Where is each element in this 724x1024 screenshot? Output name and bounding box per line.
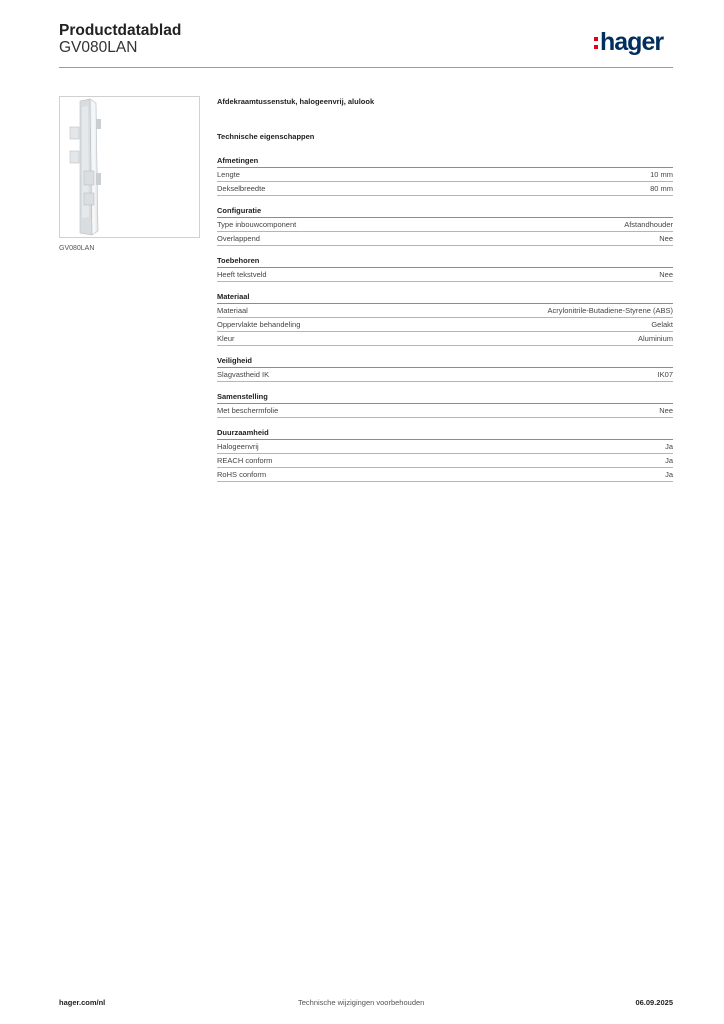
property-value: Acrylonitrile-Butadiene-Styrene (ABS) [547, 306, 673, 315]
property-row [217, 440, 673, 454]
section-toebehoren [217, 255, 673, 282]
logo-dots-icon [594, 37, 598, 49]
property-label: RoHS conform [217, 470, 267, 479]
property-row [217, 368, 673, 382]
property-value: 80 mm [650, 184, 673, 193]
property-row [217, 318, 673, 332]
section-title: Configuratie [217, 205, 673, 218]
property-label: Kleur [217, 334, 235, 343]
property-label: Type inbouwcomponent [217, 220, 297, 229]
property-label: Overlappend [217, 234, 260, 243]
property-row [217, 304, 673, 318]
footer-notice: Technische wijzigingen voorbehouden [298, 998, 425, 1007]
property-value: Ja [665, 442, 673, 451]
property-row [217, 332, 673, 346]
section-title: Duurzaamheid [217, 427, 673, 440]
property-label: Slagvastheid IK [217, 370, 270, 379]
property-row [217, 218, 673, 232]
section-veiligheid [217, 355, 673, 382]
property-label: Met beschermfolie [217, 406, 279, 415]
header-divider [59, 67, 673, 68]
section-title: Veiligheid [217, 355, 673, 368]
property-row [217, 182, 673, 196]
properties-sections [217, 155, 673, 482]
product-code: GV080LAN [59, 39, 138, 56]
document-title: Productdatablad [59, 22, 182, 39]
property-label: Dekselbreedte [217, 184, 266, 193]
product-caption: GV080LAN [59, 245, 95, 252]
property-row [217, 404, 673, 418]
section-duurzaamheid [217, 427, 673, 482]
section-title: Materiaal [217, 291, 673, 304]
logo-text: hager [600, 27, 664, 56]
property-label: REACH conform [217, 456, 273, 465]
product-image [59, 96, 200, 238]
section-title: Afmetingen [217, 155, 673, 168]
property-label: Heeft tekstveld [217, 270, 267, 279]
product-description: Afdekraamtussenstuk, halogeenvrij, alulook [217, 97, 375, 106]
section-afmetingen [217, 155, 673, 196]
property-value: Afstandhouder [624, 220, 673, 229]
section-title: Samenstelling [217, 391, 673, 404]
product-details [217, 96, 673, 482]
property-value: Nee [659, 234, 673, 243]
property-label: Oppervlakte behandeling [217, 320, 301, 329]
section-title: Toebehoren [217, 255, 673, 268]
section-samenstelling [217, 391, 673, 418]
property-row [217, 268, 673, 282]
footer-website[interactable]: hager.com/nl [59, 998, 106, 1007]
property-value: Ja [665, 456, 673, 465]
hager-logo [594, 28, 663, 56]
footer-date: 06.09.2025 [635, 998, 673, 1007]
property-row [217, 232, 673, 246]
section-configuratie [217, 205, 673, 246]
property-value: Ja [665, 470, 673, 479]
property-label: Lengte [217, 170, 240, 179]
product-photo-icon [60, 97, 199, 237]
properties-title: Technische eigenschappen [217, 132, 315, 141]
property-value: 10 mm [650, 170, 673, 179]
property-value: Nee [659, 406, 673, 415]
property-label: Halogeenvrij [217, 442, 259, 451]
property-value: Nee [659, 270, 673, 279]
section-materiaal [217, 291, 673, 346]
property-row [217, 454, 673, 468]
property-row [217, 168, 673, 182]
property-value: Gelakt [651, 320, 673, 329]
property-value: Aluminium [637, 334, 673, 343]
property-label: Materiaal [217, 306, 248, 315]
property-value: IK07 [657, 370, 673, 379]
property-row [217, 468, 673, 482]
